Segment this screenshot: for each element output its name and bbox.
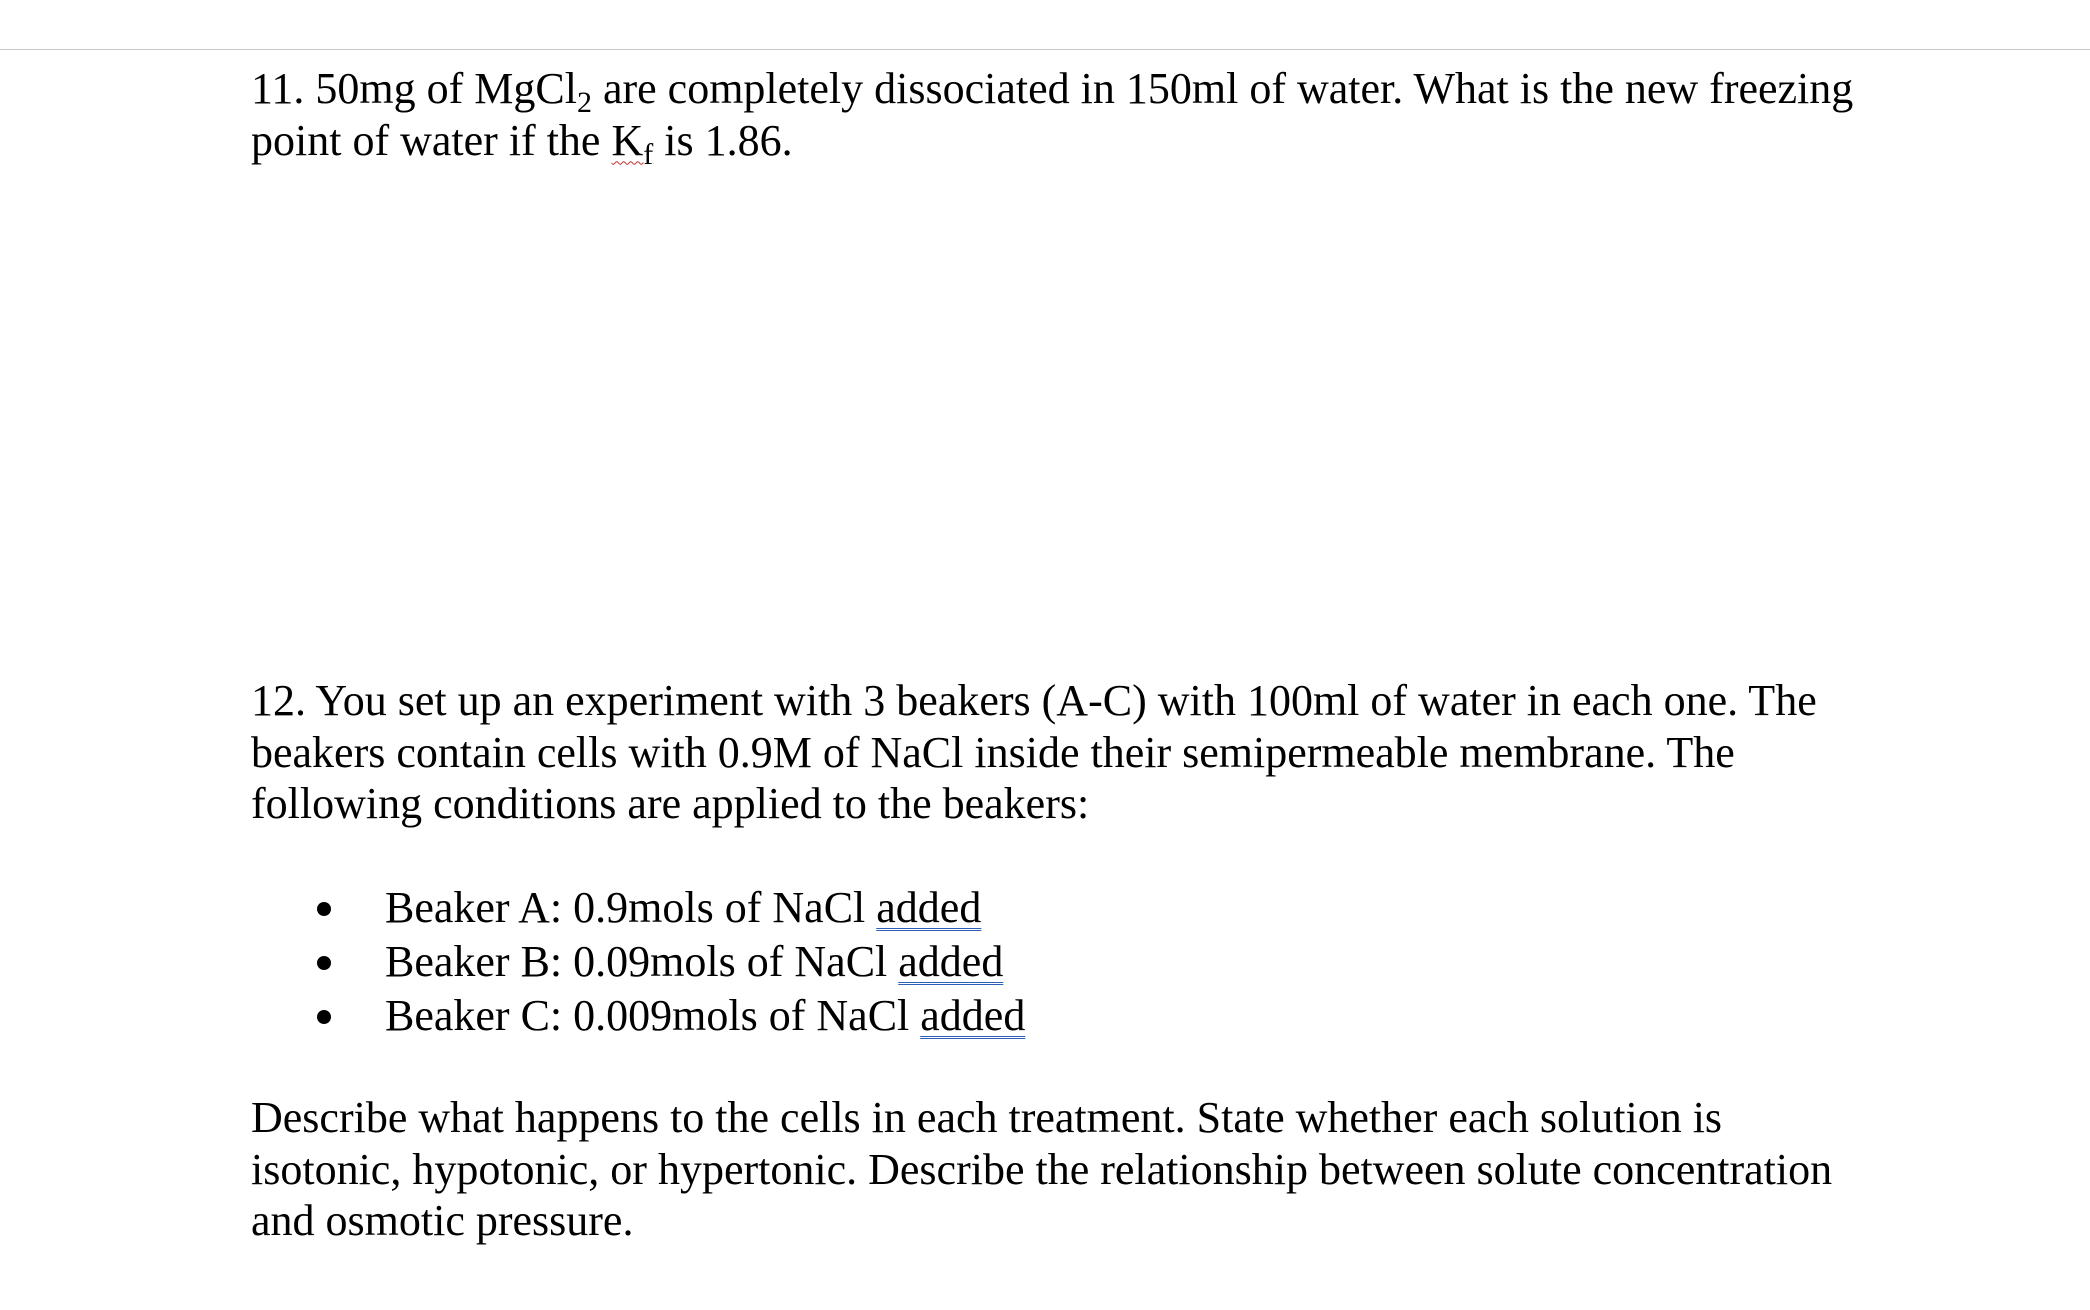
k-letter: K [611, 115, 644, 165]
list-item [0, 989, 2090, 1043]
beaker-b-text: Beaker B: 0.09mols of NaCl [385, 937, 899, 986]
q11-line2-text: point of water if the [251, 115, 612, 165]
bullet-icon [317, 902, 331, 916]
grammar-flagged-word[interactable]: added [876, 883, 982, 932]
beaker-c-text: Beaker C: 0.009mols of NaCl [385, 991, 921, 1040]
question-11 [251, 63, 1931, 171]
q11-line2-rest: is 1.86. [653, 115, 793, 165]
beaker-c-condition [385, 989, 1025, 1043]
q12-line1: 12. You set up an experiment with 3 beakers (A-C) with 100ml of water in each one. The [251, 676, 1817, 725]
q11-subscript-2: 2 [576, 86, 592, 119]
q11-line1-text: 11. 50mg of MgCl [251, 64, 577, 113]
beaker-a-text: Beaker A: 0.9mols of NaCl [385, 883, 877, 932]
q11-line1-rest: are completely dissociated in 150ml of water. What is the new freezing [591, 64, 1854, 113]
q12-line3: following conditions are applied to the beakers: [251, 779, 1090, 828]
beaker-conditions-list [0, 881, 2090, 1043]
grammar-flagged-word[interactable]: added [920, 991, 1026, 1040]
page-top-border [0, 49, 2090, 50]
bullet-icon [317, 956, 331, 970]
q12-desc-line2: isotonic, hypotonic, or hypertonic. Describe the relationship between solute concentration [251, 1144, 1833, 1194]
f-subscript: f [643, 137, 654, 171]
q12-desc-line3: and osmotic pressure. [251, 1196, 634, 1245]
q11-line1 [251, 64, 1854, 119]
list-item [0, 881, 2090, 935]
list-item [0, 935, 2090, 989]
beaker-b-condition [385, 935, 1003, 989]
question-12 [251, 675, 1931, 830]
q12-desc-line1: Describe what happens to the cells in each treatment. State whether each solution is [251, 1093, 1723, 1142]
grammar-flagged-word[interactable]: added [898, 937, 1004, 986]
kf-symbol[interactable] [611, 115, 654, 171]
q12-line2: beakers contain cells with 0.9M of NaCl inside their semipermeable membrane. The [251, 727, 1735, 777]
question-12-instructions [251, 1092, 1931, 1247]
q11-line2 [251, 115, 793, 171]
bullet-icon [317, 1010, 331, 1024]
beaker-a-condition [385, 881, 981, 935]
